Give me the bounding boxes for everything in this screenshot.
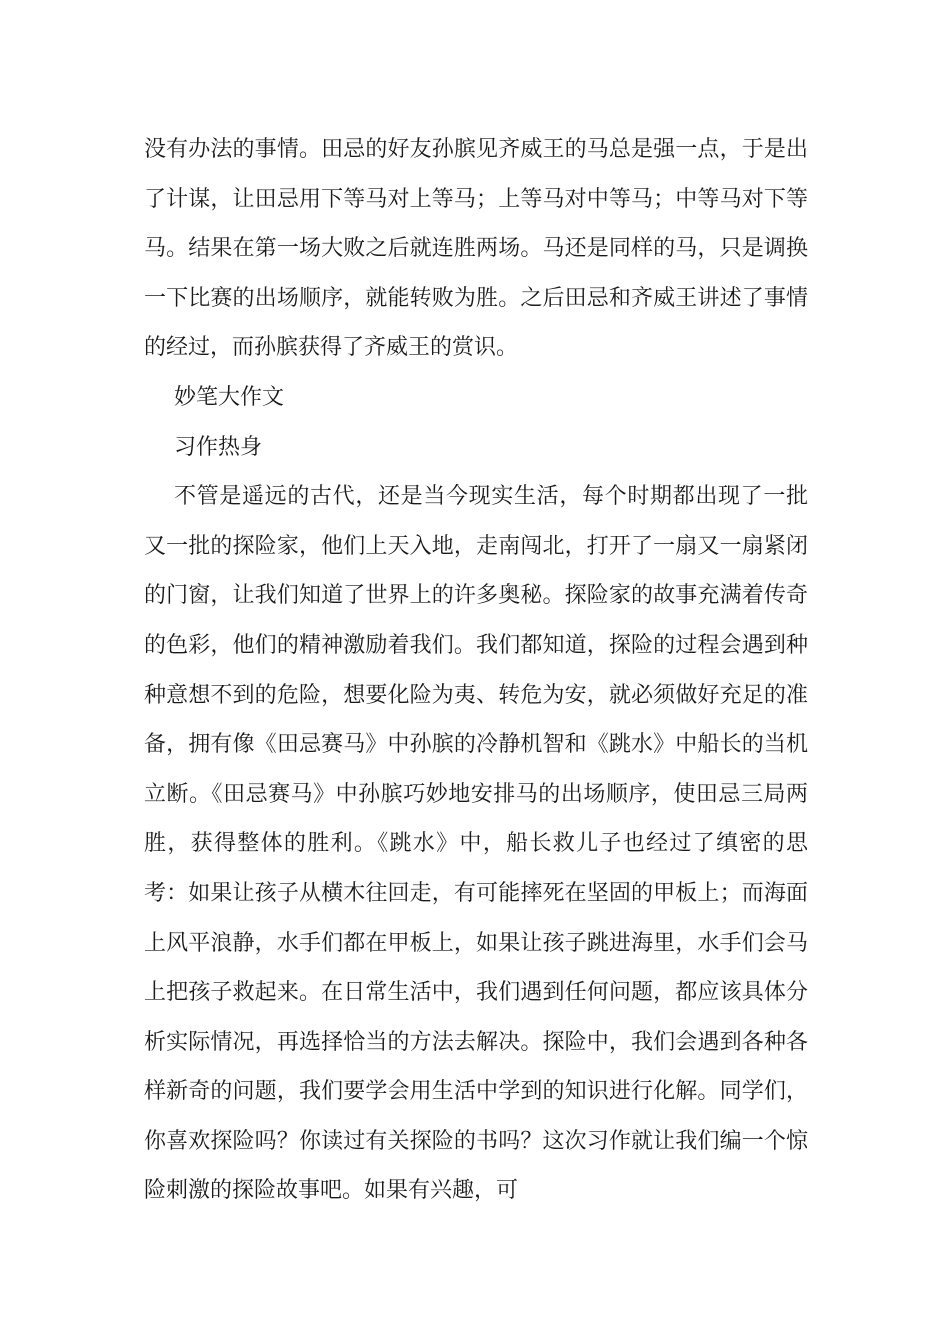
document-body	[144, 125, 808, 1216]
section-heading-writing: 妙笔大作文	[174, 384, 285, 410]
paragraph-explorers: 不管是遥远的古代，还是当今现实生活，每个时期都出现了一批又一批的探险家，他们上天入地，走南闯北，打开了一扇又一扇紧闭的门窗，让我们知道了世界上的许多奥秘。探险家的故事充满着传奇的色彩，他们的精神激励着我们。我们都知道，探险的过程会遇到种种意想不到的危险，想要化险为夷、转危为安，就必须做好充足的准备，拥有像《田忌赛马》中孙膑的冷静机智和《跳水》中船长的当机立断。《田忌赛马》中孙膑巧妙地安排马的出场顺序，使田忌三局两胜，获得整体的胜利。《跳水》中，船长救儿子也经过了缜密的思考：如果让孩子从横木往回走，有可能摔死在坚固的甲板上；而海面上风平浪静，水手们都在甲板上，如果让孩子跳进海里，水手们会马上把孩子救起来。在日常生活中，我们遇到任何问题，都应该具体分析实际情况，再选择恰当的方法去解决。探险中，我们会遇到各种各样新奇的问题，我们要学会用生活中学到的知识进行化解。同学们，你喜欢探险吗？你读过有关探险的书吗？这次习作就让我们编一个惊险刺激的探险故事吧。如果有兴趣，可	[144, 484, 808, 1204]
subsection-heading-warmup: 习作热身	[174, 434, 263, 460]
paragraph-horse-race-ending: 没有办法的事情。田忌的好友孙膑见齐威王的马总是强一点，于是出了计谋，让田忌用下等马对上等马；上等马对中等马；中等马对下等马。结果在第一场大败之后就连胜两场。马还是同样的马，只是调换一下比赛的出场顺序，就能转败为胜。之后田忌和齐威王讲述了事情的经过，而孙膑获得了齐威王的赏识。	[144, 137, 808, 361]
